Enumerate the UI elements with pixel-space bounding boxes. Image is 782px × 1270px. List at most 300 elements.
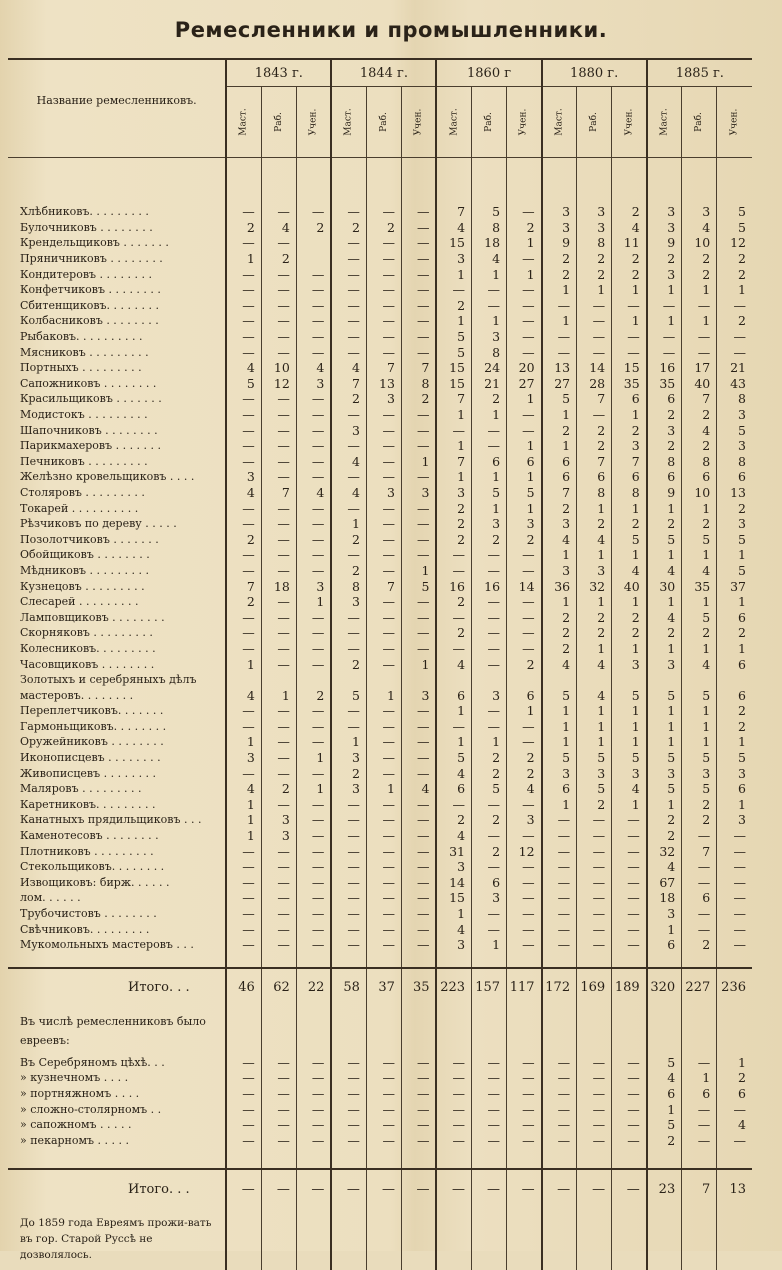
table-cell: 2: [542, 641, 577, 657]
jews-row: [8, 1117, 752, 1133]
table-cell: —: [542, 828, 577, 844]
table-cell: —: [612, 812, 647, 828]
table-cell: 1: [472, 266, 507, 282]
row-label: Живописцевъ . . . . . . . .: [20, 766, 157, 780]
table-cell: —: [331, 344, 366, 360]
row-label: Переплетчиковъ. . . . . . .: [20, 704, 164, 718]
subcolumn-header: Маст.: [331, 87, 366, 158]
table-cell: 1: [507, 703, 542, 719]
table-cell: 5: [226, 376, 261, 392]
table-cell: 4: [647, 1070, 682, 1086]
table-cell: —: [542, 937, 577, 953]
table-cell: —: [401, 500, 436, 516]
table-cell: —: [472, 719, 507, 735]
table-cell: —: [296, 703, 331, 719]
table-cell: —: [331, 797, 366, 813]
table-cell: —: [436, 1086, 471, 1102]
row-label: Парикмахеровъ . . . . . . .: [20, 439, 162, 453]
table-cell: —: [261, 656, 296, 672]
table-cell: 1: [507, 469, 542, 485]
table-cell: 7: [366, 578, 401, 594]
table-cell: 1: [226, 812, 261, 828]
table-cell: 1: [542, 594, 577, 610]
table-cell: 3: [647, 266, 682, 282]
table-cell: 2: [542, 500, 577, 516]
table-cell: —: [226, 921, 261, 937]
table-cell: —: [261, 625, 296, 641]
table-cell: —: [331, 828, 366, 844]
table-cell: [507, 672, 542, 688]
table-row: [8, 407, 752, 423]
table-cell: 6: [542, 469, 577, 485]
row-label: Желѣзно кровельщиковъ . . . .: [20, 470, 195, 484]
table-cell: —: [401, 531, 436, 547]
table-row: [8, 859, 752, 875]
table-cell: —: [401, 344, 436, 360]
table-cell: —: [507, 625, 542, 641]
table-cell: —: [401, 641, 436, 657]
table-cell: 1: [612, 734, 647, 750]
table-cell: —: [226, 890, 261, 906]
table-cell: 9: [647, 235, 682, 251]
table-cell: 7: [542, 485, 577, 501]
table-cell: —: [261, 204, 296, 220]
row-label: мастеровъ. . . . . . . .: [20, 688, 134, 702]
table-cell: 1: [296, 781, 331, 797]
table-cell: —: [401, 1169, 436, 1208]
table-cell: 5: [436, 750, 471, 766]
table-cell: 1: [436, 703, 471, 719]
table-cell: —: [507, 734, 542, 750]
row-label: Скорняковъ . . . . . . . . .: [20, 626, 153, 640]
table-cell: —: [401, 547, 436, 563]
table-cell: 7: [331, 376, 366, 392]
table-cell: 1: [542, 313, 577, 329]
table-cell: 5: [647, 687, 682, 703]
table-cell: 27: [542, 376, 577, 392]
table-cell: —: [612, 859, 647, 875]
table-cell: 2: [261, 781, 296, 797]
table-cell: 5: [472, 485, 507, 501]
table-cell: 5: [472, 781, 507, 797]
table-row: [8, 719, 752, 735]
table-cell: 2: [647, 1132, 682, 1148]
table-cell: 2: [682, 266, 717, 282]
row-label: Рыбаковъ. . . . . . . . . .: [20, 330, 143, 344]
row-label: Часовщиковъ . . . . . . . .: [20, 657, 155, 671]
table-cell: —: [542, 890, 577, 906]
table-cell: 1: [401, 656, 436, 672]
table-cell: 1: [612, 641, 647, 657]
note-row: [8, 1007, 752, 1055]
table-cell: 3: [542, 220, 577, 236]
row-label: Красильщиковъ . . . . . . .: [20, 392, 162, 406]
table-cell: 5: [612, 531, 647, 547]
table-cell: —: [261, 1086, 296, 1102]
table-cell: —: [261, 1169, 296, 1208]
table-cell: 7: [261, 485, 296, 501]
table-row: [8, 531, 752, 547]
table-cell: —: [366, 703, 401, 719]
table-cell: 2: [542, 625, 577, 641]
table-cell: 2: [436, 298, 471, 314]
table-cell: —: [261, 469, 296, 485]
table-cell: —: [401, 422, 436, 438]
year-header: 1885 г.: [647, 59, 752, 87]
table-cell: 4: [226, 485, 261, 501]
table-cell: 14: [507, 578, 542, 594]
table-cell: —: [401, 235, 436, 251]
table-cell: —: [331, 625, 366, 641]
table-cell: 3: [577, 204, 612, 220]
table-cell: —: [577, 906, 612, 922]
table-cell: 15: [436, 376, 471, 392]
table-cell: —: [717, 921, 752, 937]
table-cell: —: [401, 609, 436, 625]
table-row: [8, 921, 752, 937]
table-cell: —: [682, 828, 717, 844]
table-cell: —: [331, 937, 366, 953]
table-cell: 1: [331, 734, 366, 750]
table-cell: —: [612, 329, 647, 345]
table-cell: [717, 672, 752, 688]
table-cell: 3: [436, 859, 471, 875]
row-label: Портныхъ . . . . . . . . .: [20, 361, 142, 375]
table-cell: 2: [717, 719, 752, 735]
table-cell: 1: [542, 734, 577, 750]
year-header: 1844 г.: [331, 59, 436, 87]
table-cell: 5: [647, 781, 682, 797]
table-cell: —: [507, 609, 542, 625]
table-cell: 1: [647, 734, 682, 750]
row-label: Маляровъ . . . . . . . . .: [20, 782, 142, 796]
table-cell: —: [366, 625, 401, 641]
table-cell: 22: [296, 968, 331, 1007]
table-cell: 46: [226, 968, 261, 1007]
table-cell: 3: [472, 890, 507, 906]
table-cell: 1: [507, 235, 542, 251]
table-cell: 17: [682, 360, 717, 376]
table-cell: 2: [682, 251, 717, 267]
table-cell: 3: [717, 765, 752, 781]
table-cell: 12: [261, 376, 296, 392]
table-cell: 4: [331, 360, 366, 376]
table-cell: 1: [717, 282, 752, 298]
table-cell: —: [472, 656, 507, 672]
table-cell: —: [296, 391, 331, 407]
table-cell: —: [507, 859, 542, 875]
table-cell: —: [647, 344, 682, 360]
table-cell: —: [401, 438, 436, 454]
table-cell: 4: [682, 656, 717, 672]
table-cell: 117: [507, 968, 542, 1007]
table-cell: —: [577, 843, 612, 859]
row-label: Гармоньщиковъ. . . . . . . .: [20, 719, 167, 733]
table-cell: 2: [682, 625, 717, 641]
table-cell: 10: [682, 235, 717, 251]
table-cell: 16: [472, 578, 507, 594]
table-cell: 1: [226, 828, 261, 844]
table-cell: —: [331, 890, 366, 906]
table-cell: 3: [612, 765, 647, 781]
table-cell: —: [296, 937, 331, 953]
table-cell: 2: [612, 204, 647, 220]
table-cell: —: [366, 407, 401, 423]
table-cell: —: [401, 266, 436, 282]
table-cell: 169: [577, 968, 612, 1007]
table-cell: 2: [401, 391, 436, 407]
table-cell: —: [401, 469, 436, 485]
table-cell: 4: [261, 220, 296, 236]
column-header-name: Название ремесленниковъ.: [8, 59, 226, 158]
table-cell: —: [577, 1086, 612, 1102]
table-cell: 3: [647, 765, 682, 781]
table-cell: —: [261, 407, 296, 423]
table-cell: 2: [577, 797, 612, 813]
table-cell: 1: [717, 734, 752, 750]
table-cell: 3: [612, 438, 647, 454]
table-cell: 1: [577, 282, 612, 298]
table-cell: —: [226, 438, 261, 454]
table-cell: 16: [647, 360, 682, 376]
table-cell: 40: [682, 376, 717, 392]
subcolumn-header: Маст.: [542, 87, 577, 158]
row-label: Ламповщиковъ . . . . . . . .: [20, 610, 165, 624]
table-cell: —: [331, 329, 366, 345]
table-cell: —: [226, 703, 261, 719]
table-cell: 7: [682, 391, 717, 407]
table-cell: —: [507, 344, 542, 360]
table-cell: —: [401, 797, 436, 813]
table-cell: 1: [682, 547, 717, 563]
table-cell: 8: [401, 376, 436, 392]
table-row: [8, 298, 752, 314]
row-label: Конфетчиковъ . . . . . . . .: [20, 283, 161, 297]
table-cell: —: [366, 641, 401, 657]
table-cell: —: [682, 1055, 717, 1071]
table-cell: 5: [682, 781, 717, 797]
table-cell: 15: [436, 890, 471, 906]
table-cell: —: [366, 859, 401, 875]
table-cell: —: [226, 1169, 261, 1208]
table-cell: —: [507, 828, 542, 844]
table-cell: —: [472, 1101, 507, 1117]
table-cell: 1: [331, 516, 366, 532]
table-cell: 2: [647, 251, 682, 267]
table-cell: —: [331, 407, 366, 423]
table-cell: —: [261, 921, 296, 937]
table-cell: —: [577, 1070, 612, 1086]
table-cell: 5: [647, 1055, 682, 1071]
row-label: Позолотчиковъ . . . . . . .: [20, 532, 159, 546]
table-cell: 1: [612, 703, 647, 719]
table-cell: —: [612, 344, 647, 360]
row-label: » сапожномъ . . . . .: [20, 1118, 132, 1132]
table-cell: —: [542, 921, 577, 937]
table-cell: 15: [436, 360, 471, 376]
table-cell: —: [366, 937, 401, 953]
table-cell: 1: [577, 719, 612, 735]
table-cell: —: [401, 719, 436, 735]
table-cell: 1: [577, 703, 612, 719]
table-cell: —: [542, 1117, 577, 1133]
table-cell: —: [507, 875, 542, 891]
table-cell: 1: [612, 313, 647, 329]
table-row: [8, 469, 752, 485]
table-cell: —: [401, 843, 436, 859]
table-cell: 40: [612, 578, 647, 594]
table-cell: —: [542, 1101, 577, 1117]
table-cell: —: [682, 1132, 717, 1148]
subcolumn-header: Учен.: [507, 87, 542, 158]
table-cell: 4: [296, 485, 331, 501]
table-cell: 7: [436, 391, 471, 407]
table-cell: 1: [717, 797, 752, 813]
row-label: Токарей . . . . . . . . . .: [20, 501, 139, 515]
table-cell: —: [507, 921, 542, 937]
table-cell: 2: [717, 1070, 752, 1086]
table-cell: —: [296, 734, 331, 750]
table-cell: —: [682, 329, 717, 345]
row-label: Трубочистовъ . . . . . . . .: [20, 907, 157, 921]
table-cell: 1: [472, 937, 507, 953]
table-cell: 2: [647, 812, 682, 828]
table-cell: 3: [296, 376, 331, 392]
subcolumn-header: Раб.: [682, 87, 717, 158]
table-cell: 13: [717, 1169, 752, 1208]
table-cell: 2: [682, 438, 717, 454]
table-cell: 4: [296, 360, 331, 376]
table-cell: —: [261, 734, 296, 750]
table-cell: —: [296, 422, 331, 438]
table-cell: 15: [436, 235, 471, 251]
table-cell: —: [261, 531, 296, 547]
table-cell: —: [296, 609, 331, 625]
table-cell: 4: [436, 828, 471, 844]
table-cell: —: [612, 875, 647, 891]
table-cell: —: [296, 438, 331, 454]
table-cell: —: [401, 828, 436, 844]
table-cell: —: [366, 282, 401, 298]
table-cell: —: [226, 547, 261, 563]
table-cell: 5: [331, 687, 366, 703]
table-cell: —: [366, 656, 401, 672]
table-cell: —: [472, 625, 507, 641]
table-cell: —: [331, 1132, 366, 1148]
table-cell: 2: [472, 750, 507, 766]
table-cell: 1: [647, 547, 682, 563]
table-cell: —: [612, 921, 647, 937]
row-label: Въ Серебряномъ цѣхѣ. . .: [20, 1055, 165, 1069]
table-cell: 5: [436, 344, 471, 360]
table-cell: —: [261, 563, 296, 579]
table-cell: [647, 672, 682, 688]
table-cell: —: [331, 719, 366, 735]
table-cell: 1: [682, 313, 717, 329]
table-cell: —: [296, 329, 331, 345]
table-cell: 2: [472, 765, 507, 781]
table-cell: 4: [401, 781, 436, 797]
table-cell: —: [366, 734, 401, 750]
table-cell: —: [401, 765, 436, 781]
table-cell: —: [261, 937, 296, 953]
table-row: [8, 422, 752, 438]
table-cell: —: [296, 812, 331, 828]
table-cell: —: [331, 812, 366, 828]
table-cell: 4: [226, 781, 261, 797]
table-cell: —: [331, 609, 366, 625]
table-cell: 3: [331, 594, 366, 610]
table-cell: 2: [472, 391, 507, 407]
table-cell: —: [261, 454, 296, 470]
subcolumn-header: Раб.: [261, 87, 296, 158]
table-cell: 172: [542, 968, 577, 1007]
table-cell: 1: [436, 469, 471, 485]
table-cell: —: [507, 1086, 542, 1102]
table-cell: —: [226, 843, 261, 859]
jews-row: [8, 1132, 752, 1148]
table-cell: —: [331, 921, 366, 937]
row-label: Хлѣбниковъ. . . . . . . . .: [20, 205, 149, 219]
table-cell: 4: [682, 220, 717, 236]
table-cell: —: [401, 1117, 436, 1133]
table-cell: 1: [296, 750, 331, 766]
table-cell: —: [366, 594, 401, 610]
table-cell: 5: [717, 422, 752, 438]
table-row: [8, 625, 752, 641]
table-cell: 6: [717, 687, 752, 703]
subcolumn-header: Раб.: [577, 87, 612, 158]
table-cell: —: [436, 547, 471, 563]
table-cell: 4: [436, 765, 471, 781]
table-cell: —: [226, 266, 261, 282]
table-cell: 1: [296, 594, 331, 610]
table-cell: 10: [261, 360, 296, 376]
table-cell: 1: [647, 719, 682, 735]
table-cell: —: [577, 1055, 612, 1071]
table-cell: 1: [472, 469, 507, 485]
table-cell: —: [296, 469, 331, 485]
table-cell: 1: [577, 594, 612, 610]
table-cell: 1: [647, 921, 682, 937]
row-label: Мѣдниковъ . . . . . . . . .: [20, 563, 149, 577]
table-cell: 8: [472, 344, 507, 360]
table-cell: —: [507, 1132, 542, 1148]
table-cell: 3: [436, 251, 471, 267]
table-cell: 3: [472, 687, 507, 703]
table-cell: 3: [436, 937, 471, 953]
table-cell: —: [366, 828, 401, 844]
table-cell: —: [507, 204, 542, 220]
table-cell: 7: [577, 454, 612, 470]
table-cell: 1: [507, 391, 542, 407]
table-cell: 3: [331, 781, 366, 797]
subcolumn-header: Маст.: [226, 87, 261, 158]
table-cell: —: [472, 547, 507, 563]
table-cell: —: [472, 1070, 507, 1086]
table-cell: —: [472, 1117, 507, 1133]
row-label: Итого. . .: [8, 968, 226, 1007]
table-cell: —: [682, 1117, 717, 1133]
table-cell: 3: [682, 204, 717, 220]
table-cell: —: [366, 609, 401, 625]
table-cell: 8: [472, 220, 507, 236]
table-cell: 2: [331, 765, 366, 781]
table-cell: 5: [577, 750, 612, 766]
table-cell: —: [226, 625, 261, 641]
table-cell: —: [436, 1132, 471, 1148]
table-cell: —: [542, 1132, 577, 1148]
